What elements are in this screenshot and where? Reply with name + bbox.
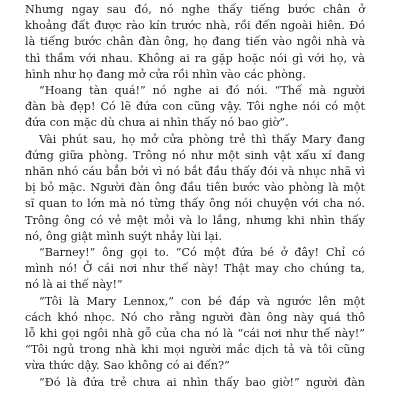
text-line: nó là ai thế này!” (25, 278, 123, 292)
text-line: thì thầm với nhau. Không ai ra gặp hoặc nói gì với họ, và (25, 51, 365, 65)
text-line: “Hoang tàn quá!” nó nghe ai đó nói. “Thế mà người (39, 84, 365, 98)
text-line: là tiếng bước chân đàn ông, họ đang tiến vào ngôi nhà và (25, 35, 365, 49)
text-line: hình như họ đang mở cửa rồi nhìn vào các phòng. (25, 67, 306, 81)
text-line: sĩ quan to lớn mà nó từng thấy ông nói chuyện với cha nó. (25, 197, 365, 211)
body-text (25, 2, 365, 391)
text-line: đứng giữa phòng. Trông nó như một sinh vật xấu xí đang (25, 148, 365, 162)
text-line: nhăn nhó cáu bẳn bởi vì nó bắt đầu thấy đói và nhục nhã vì (25, 165, 365, 179)
text-line: vừa thức dậy. Sao không có ai đến?” (25, 359, 230, 373)
text-line: đàn bà đẹp! Có lẽ đứa con cũng vậy. Tôi nghe nói có một (25, 100, 365, 114)
text-line: bị bỏ mặc. Người đàn ông đầu tiên bước vào phòng là một (25, 181, 365, 195)
text-line: mình nó! Ở cái nơi như thế này! Thật may cho chúng ta, (25, 262, 365, 276)
text-line: “Barney!” ông gọi to. “Có một đứa bé ở đây! Chỉ có (39, 246, 365, 260)
text-line: “Đó là đứa trẻ chưa ai nhìn thấy bao giờ!” người đàn (39, 375, 365, 389)
text-line: nó, ông giật mình suýt nhảy lùi lại. (25, 229, 222, 243)
text-line: khoảng đất được rào kín trước nhà, rồi đến ngoài hiên. Đó (25, 19, 365, 33)
text-line: “Tôi là Mary Lennox,” con bé đáp và ngước lên một (39, 294, 365, 308)
text-line: Vài phút sau, họ mở cửa phòng trẻ thì thấy Mary đang (39, 132, 365, 146)
text-line: “Tôi ngủ trong nhà khi mọi người mắc dịch tả và tôi cũng (25, 343, 365, 357)
text-line: cách khó nhọc. Nó cho rằng người đàn ông này quá thô (25, 310, 365, 324)
text-line: lỗ khi gọi ngôi nhà gỗ của cha nó là “cái nơi như thế này!” (25, 327, 365, 341)
text-line: Trông ông có vẻ mệt mỏi và lo lắng, nhưng khi nhìn thấy (25, 213, 365, 227)
text-line: đứa con mặc dù chưa ai nhìn thấy nó bao giờ”. (25, 116, 289, 130)
text-line: Nhưng ngay sau đó, nó nghe thấy tiếng bước chân ở (25, 3, 365, 16)
